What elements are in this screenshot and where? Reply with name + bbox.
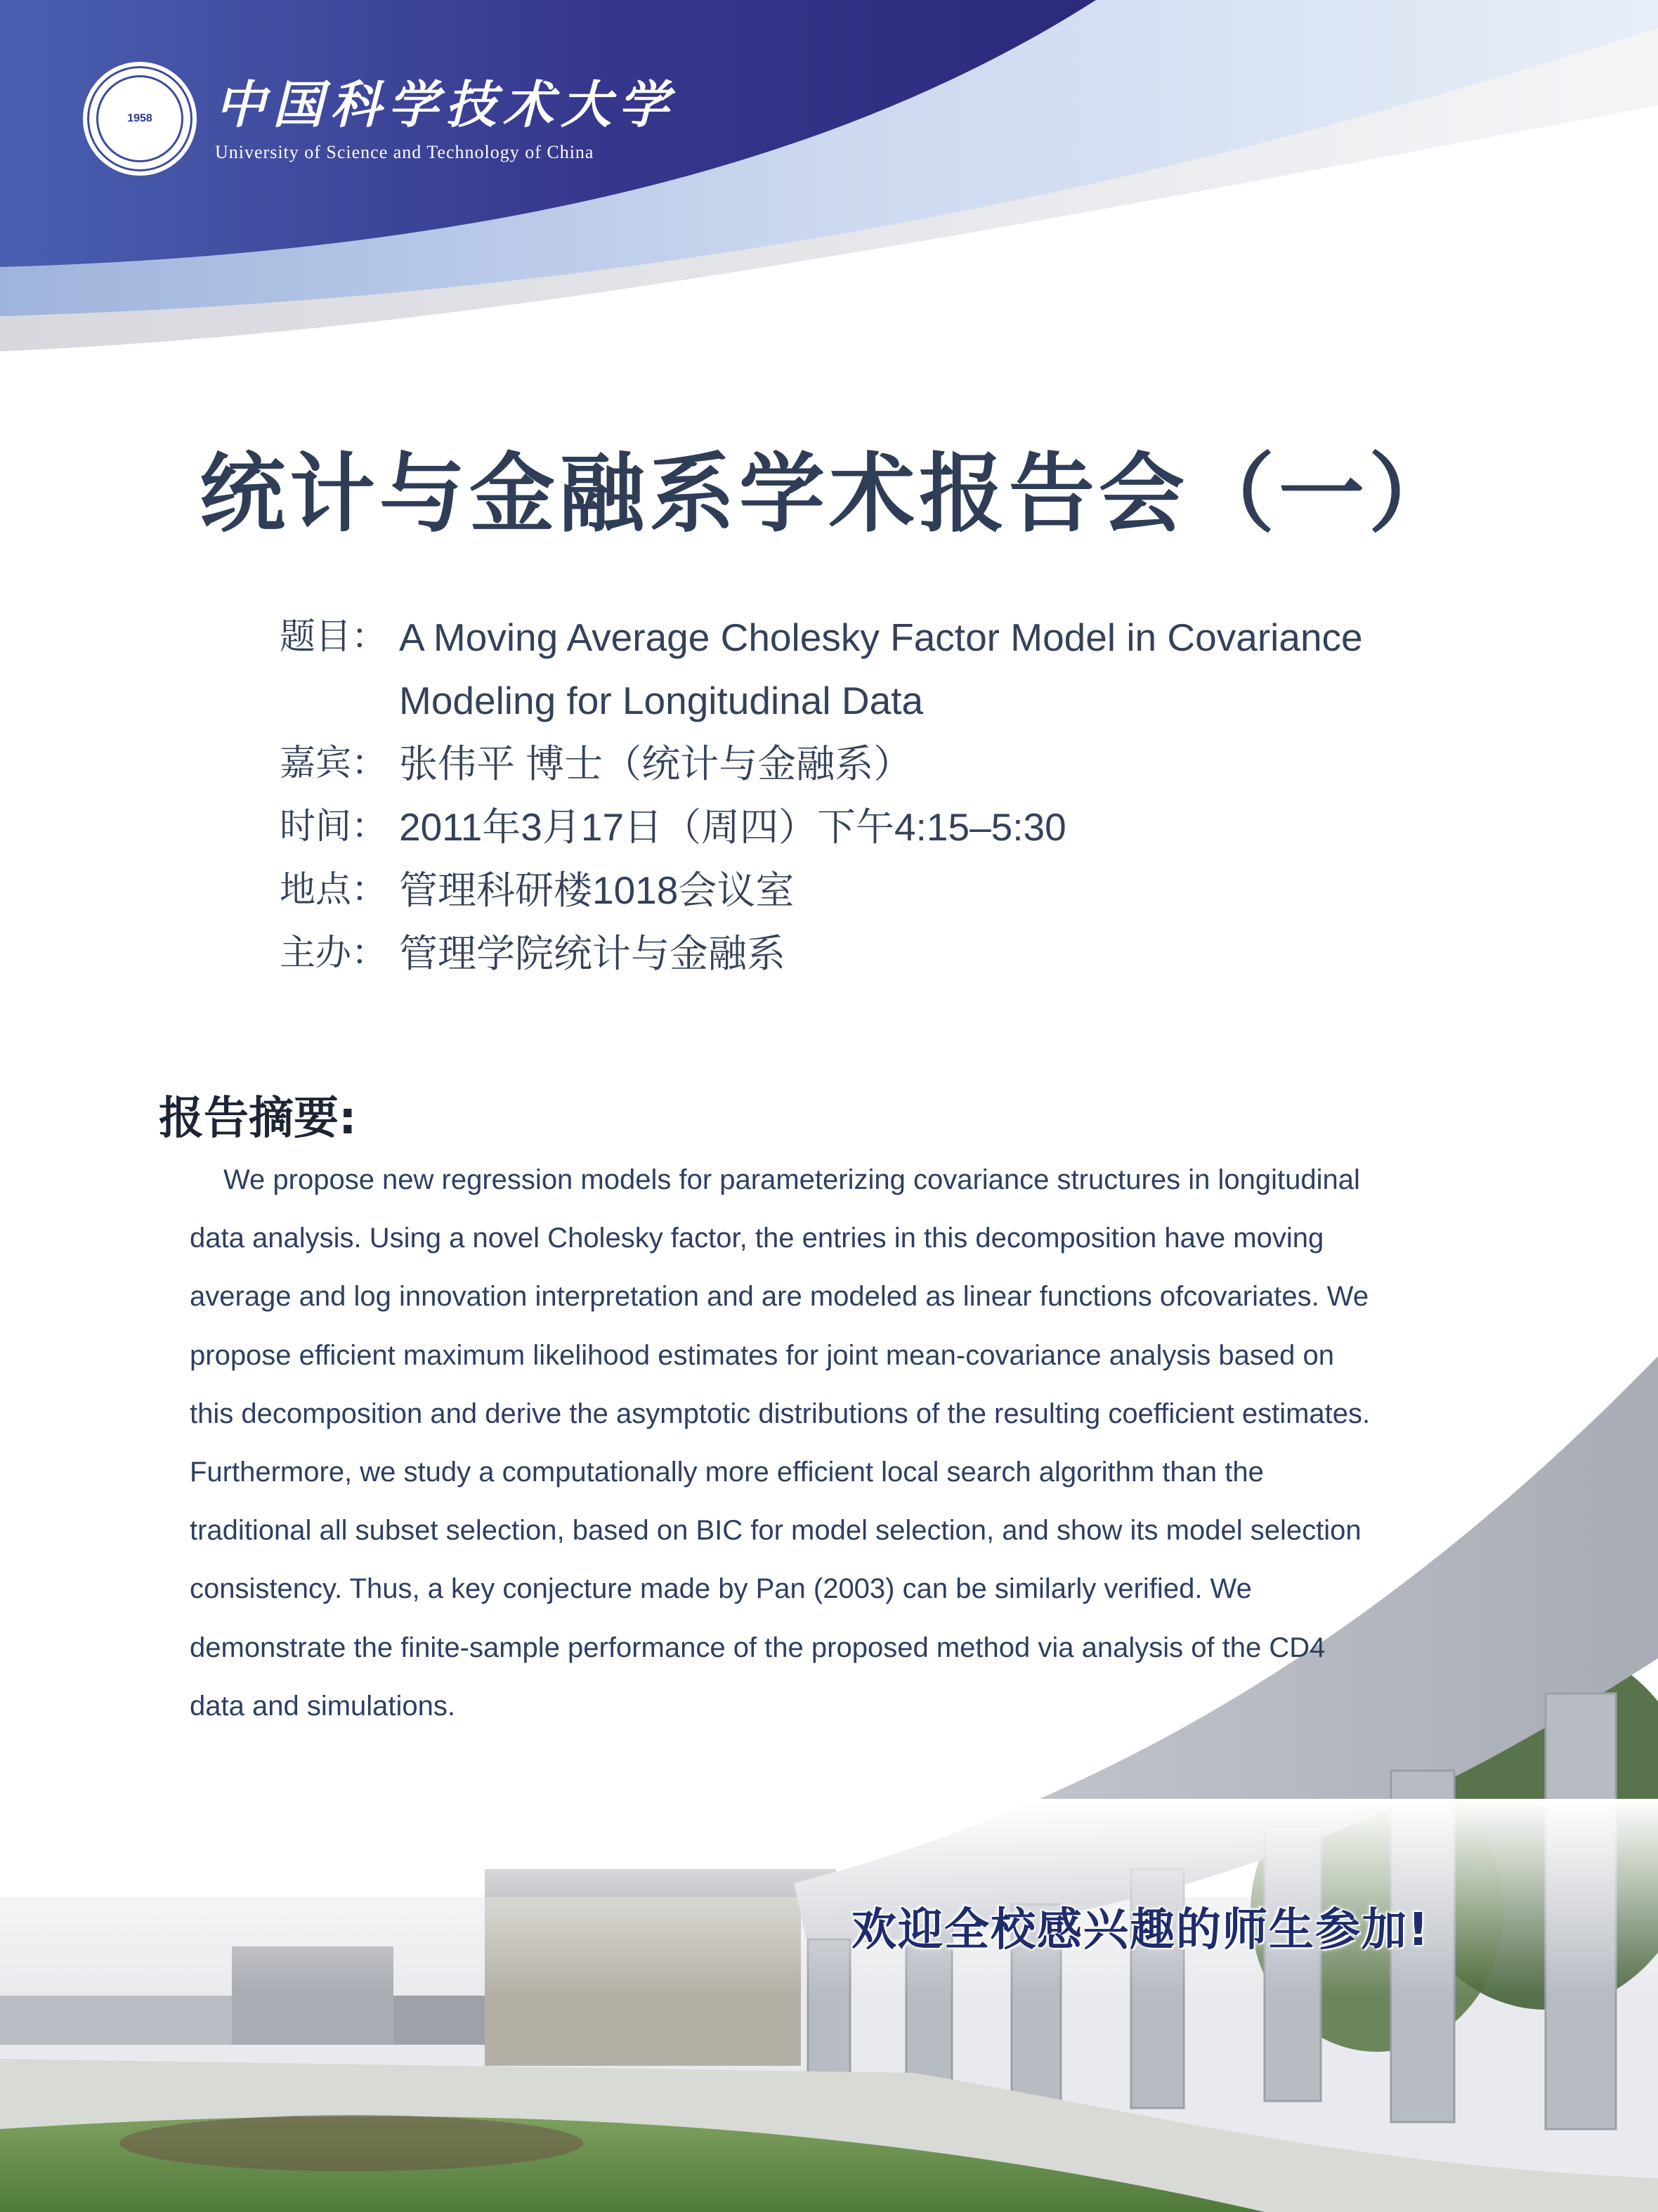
info-label-topic: 题目： [280, 616, 388, 658]
talk-info [280, 606, 1474, 985]
info-row-time [280, 795, 1474, 859]
info-value-topic-line2: Modeling for Longitudinal Data [399, 679, 924, 722]
info-label-guest: 嘉宾： [280, 743, 388, 784]
university-logo [83, 62, 676, 176]
abstract-body [190, 1151, 1475, 1736]
abstract-heading: 报告摘要: [159, 1093, 357, 1145]
abstract-line: propose efficient maximum likelihood estimates for joint mean-covariance analysis based on [190, 1339, 1334, 1371]
abstract-line: consistency. Thus, a key conjecture made by Pan (2003) can be similarly verified. We [190, 1573, 1252, 1605]
abstract-line: demonstrate the finite-sample performance of the proposed method via analysis of the CD4 [190, 1632, 1326, 1663]
university-emblem [83, 62, 197, 176]
info-value-location: 管理科研楼1018会议室 [399, 868, 795, 912]
info-label-host: 主办： [280, 932, 388, 974]
university-name-cn: 中国科学技术大学 [215, 74, 677, 134]
info-row-topic [280, 606, 1474, 732]
abstract-line: this decomposition and derive the asymptotic distributions of the resulting coefficient estimates. [190, 1398, 1371, 1429]
info-label-time: 时间： [280, 806, 388, 847]
info-row-guest [280, 732, 1474, 795]
university-name-en: University of Science and Technology of China [215, 142, 594, 162]
abstract-line: traditional all subset selection, based on BIC for model selection, and show its model selection [190, 1515, 1362, 1547]
abstract-line: data and simulations. [190, 1690, 456, 1722]
info-value-guest: 张伟平 博士（统计与金融系） [399, 742, 913, 786]
emblem-year: 1958 [127, 112, 152, 124]
welcome-banner: 欢迎全校感兴趣的师生参加! [851, 1904, 1430, 1956]
abstract-line: data analysis. Using a novel Cholesky factor, the entries in this decomposition have moving [190, 1223, 1324, 1254]
info-value-topic [399, 606, 1474, 732]
info-row-location [280, 859, 1474, 922]
info-row-host [280, 922, 1474, 985]
abstract-line: average and log innovation interpretation and are modeled as linear functions ofcovariates. We [190, 1281, 1369, 1313]
abstract-line: Furthermore, we study a computationally more efficient local search algorithm than the [190, 1457, 1264, 1488]
info-value-time: 2011年3月17日（周四）下午4:15–5:30 [399, 805, 1066, 849]
info-value-host: 管理学院统计与金融系 [399, 932, 786, 975]
abstract-line: We propose new regression models for parameterizing covariance structures in longitudinal [223, 1164, 1360, 1195]
poster-title: 统计与金融系学术报告会（一） [200, 443, 1458, 544]
info-value-topic-line1: A Moving Average Cholesky Factor Model in Covariance [399, 616, 1363, 659]
info-label-location: 地点： [280, 869, 388, 911]
